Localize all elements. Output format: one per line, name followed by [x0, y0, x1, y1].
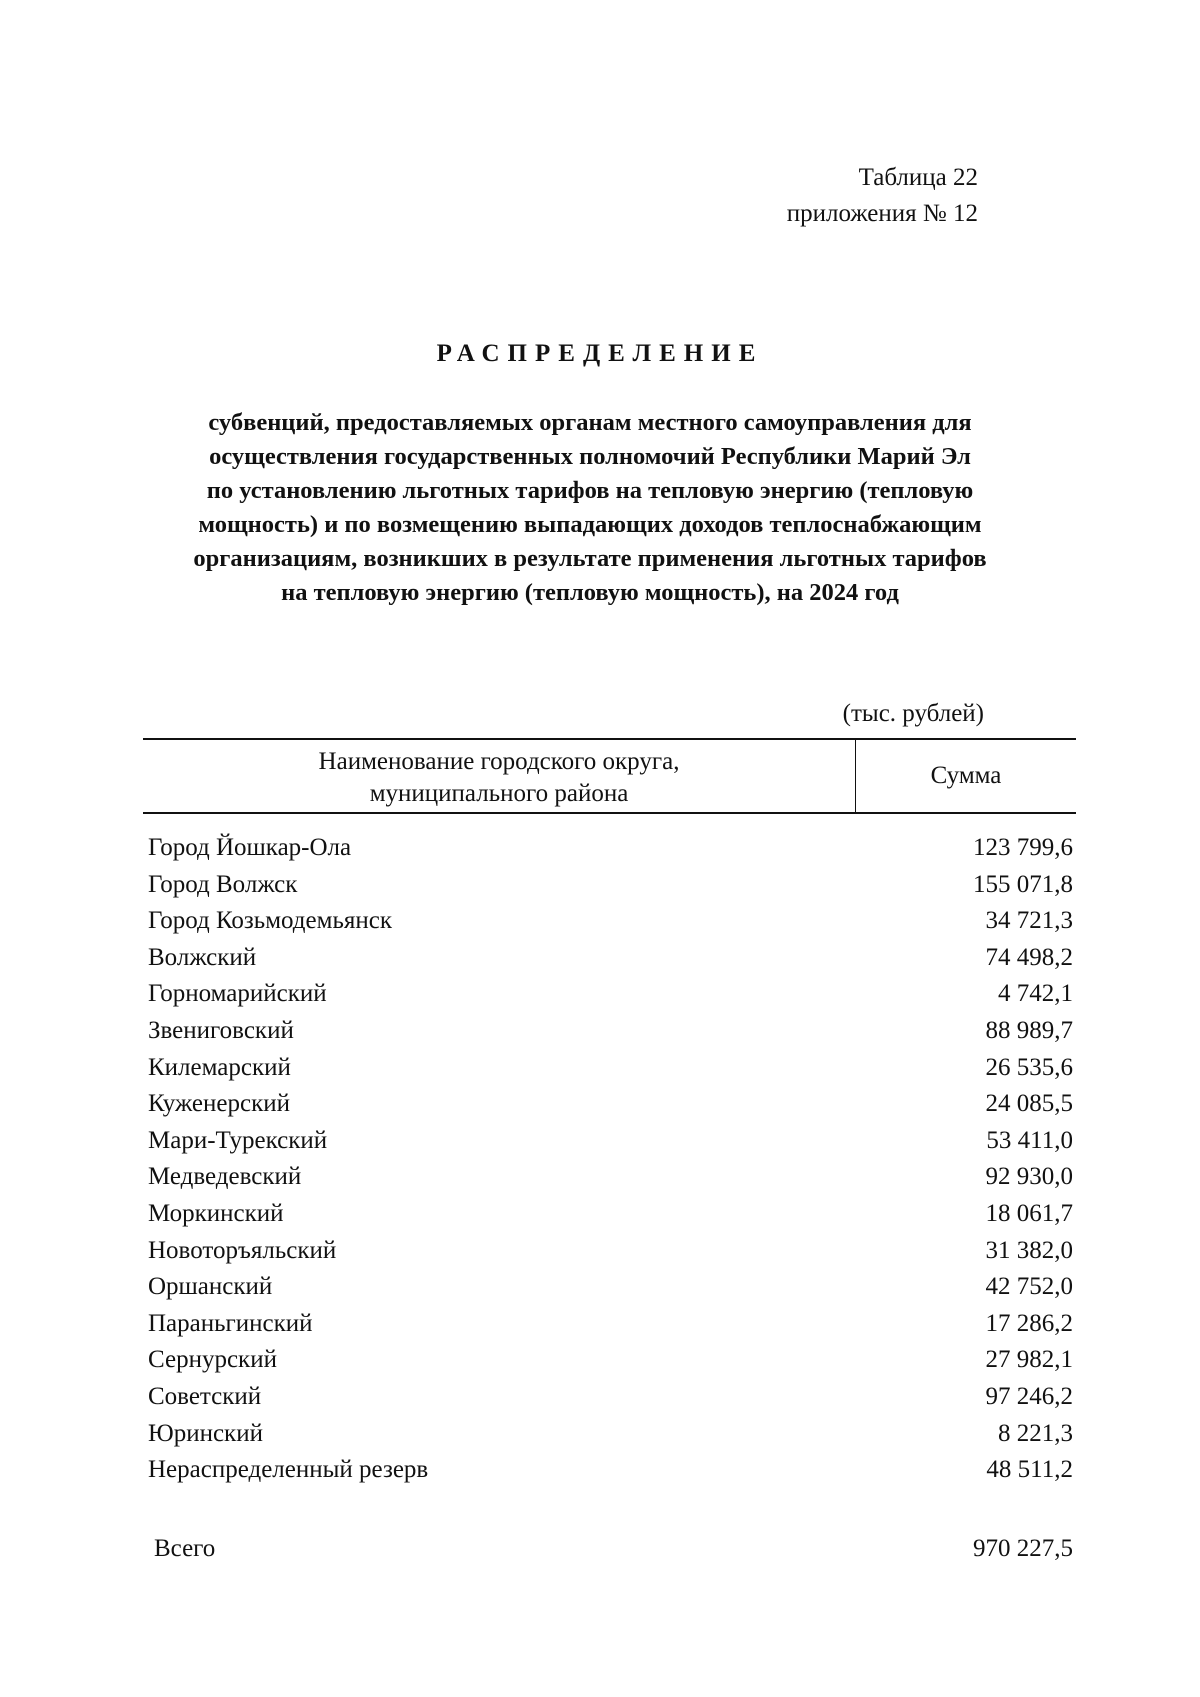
unit-label: (тыс. рублей)	[842, 700, 984, 727]
column-header-name-line: Наименование городского округа,	[318, 748, 680, 775]
row-name: Юринский	[148, 1419, 263, 1447]
table-row	[148, 1416, 1073, 1453]
row-name: Сернурский	[148, 1346, 277, 1374]
row-name: Новоторъяльский	[148, 1236, 337, 1264]
row-sum: 155 071,8	[973, 870, 1073, 898]
table-row	[148, 830, 1073, 867]
appendix-number: приложения № 12	[786, 200, 978, 227]
table-row	[148, 1159, 1073, 1196]
row-sum: 123 799,6	[973, 834, 1073, 861]
subtitle-line: мощность) и по возмещению выпадающих доходов теплоснабжающим	[198, 511, 982, 538]
row-name: Нераспределенный резерв	[148, 1456, 429, 1484]
table-row	[148, 1086, 1073, 1123]
document-subtitle	[140, 406, 1040, 610]
row-name: Мари-Турекский	[148, 1126, 328, 1154]
row-sum: 4 742,1	[998, 980, 1073, 1008]
subtitle-line: на тепловую энергию (тепловую мощность), на 2024 год	[281, 579, 899, 606]
table-reference	[787, 160, 978, 232]
row-name: Горномарийский	[148, 980, 327, 1008]
row-name: Килемарский	[148, 1053, 291, 1081]
table-header	[143, 738, 1076, 814]
row-name: Город Козьмодемьянск	[148, 907, 392, 935]
row-sum: 17 286,2	[985, 1309, 1073, 1337]
document-title: РАСПРЕДЕЛЕНИЕ	[436, 340, 764, 367]
total-row	[154, 1531, 1073, 1567]
table-row	[148, 940, 1073, 977]
subtitle-line: субвенций, предоставляемых органам местного самоуправления для	[208, 409, 972, 436]
row-sum: 88 989,7	[985, 1016, 1073, 1044]
row-sum: 42 752,0	[985, 1273, 1073, 1301]
row-sum: 24 085,5	[985, 1090, 1073, 1118]
table-row	[148, 976, 1073, 1013]
subtitle-line: организациям, возникших в результате применения льготных тарифов	[193, 545, 987, 572]
row-name: Звениговский	[148, 1016, 294, 1044]
row-name: Оршанский	[148, 1273, 273, 1301]
row-name: Советский	[148, 1382, 262, 1410]
table-row	[148, 1123, 1073, 1160]
table-row	[148, 1050, 1073, 1087]
row-sum: 34 721,3	[985, 907, 1073, 935]
row-sum: 74 498,2	[985, 943, 1073, 971]
row-sum: 92 930,0	[985, 1163, 1073, 1191]
table-row	[148, 1269, 1073, 1306]
table-number: Таблица 22	[858, 164, 978, 191]
table-row	[148, 1196, 1073, 1233]
row-name: Медведевский	[148, 1163, 302, 1191]
table-row	[148, 1013, 1073, 1050]
row-sum: 48 511,2	[986, 1456, 1073, 1484]
table-row	[148, 1342, 1073, 1379]
column-header-sum: Сумма	[930, 762, 1002, 789]
subtitle-line: осуществления государственных полномочий Республики Марий Эл	[209, 443, 971, 470]
table-body	[148, 830, 1073, 1489]
table-row	[148, 1452, 1073, 1489]
table-row	[148, 867, 1073, 904]
row-name: Волжский	[148, 943, 257, 971]
column-header-name	[143, 740, 856, 812]
row-name: Город Волжск	[148, 870, 298, 898]
row-sum: 31 382,0	[985, 1236, 1073, 1264]
table-row	[148, 1233, 1073, 1270]
table-row	[148, 903, 1073, 940]
row-sum: 26 535,6	[985, 1053, 1073, 1081]
row-sum: 97 246,2	[985, 1382, 1073, 1410]
table-row	[148, 1306, 1073, 1343]
total-label: Всего	[154, 1535, 216, 1562]
subtitle-line: по установлению льготных тарифов на тепловую энергию (тепловую	[206, 477, 974, 504]
row-name: Параньгинский	[148, 1309, 313, 1337]
row-name: Куженерский	[148, 1090, 290, 1118]
column-header-name-line: муниципального района	[369, 780, 629, 807]
row-sum: 53 411,0	[986, 1126, 1073, 1154]
row-name: Город Йошкар-Ола	[148, 834, 352, 861]
table-row	[148, 1379, 1073, 1416]
row-sum: 27 982,1	[985, 1346, 1073, 1374]
total-sum: 970 227,5	[973, 1535, 1073, 1562]
row-name: Моркинский	[148, 1199, 284, 1227]
row-sum: 18 061,7	[985, 1199, 1073, 1227]
row-sum: 8 221,3	[998, 1419, 1073, 1447]
